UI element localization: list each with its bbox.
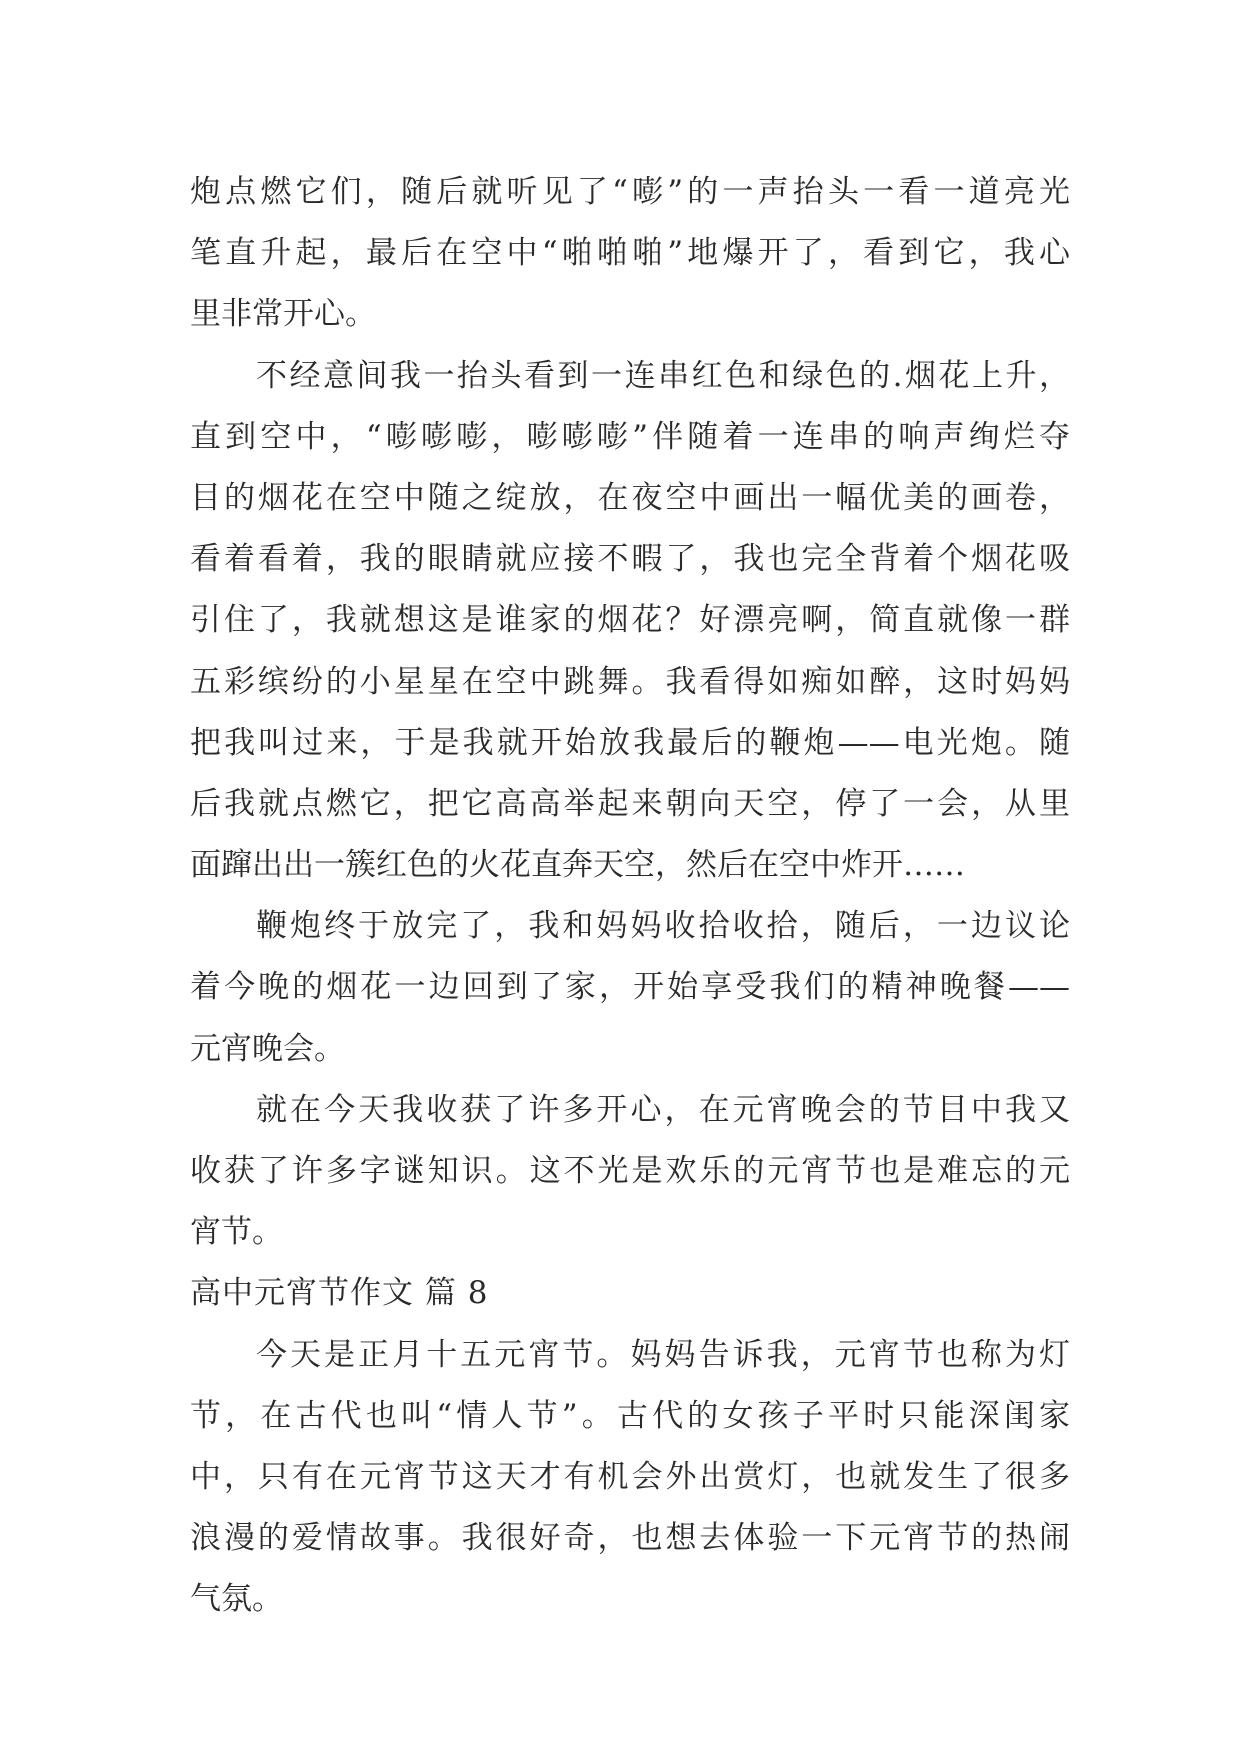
text-line: 气氛。 xyxy=(190,1581,283,1618)
text-line: 笔直升起，最后在空中“啪啪啪”地爆开了，看到它，我心 xyxy=(190,235,1070,272)
text-line: 今天是正月十五元宵节。妈妈告诉我，元宵节也称为灯 xyxy=(256,1336,1070,1373)
text-line: 着今晚的烟花一边回到了家，开始享受我们的精神晚餐—— xyxy=(190,969,1070,1006)
text-line: 收获了许多字谜知识。这不光是欢乐的元宵节也是难忘的元 xyxy=(190,1153,1070,1189)
text-line: 引住了，我就想这是谁家的烟花？好漂亮啊，简直就像一群 xyxy=(190,602,1070,639)
essay-text-block xyxy=(190,162,1070,1631)
text-line: 五彩缤纷的小星星在空中跳舞。我看得如痴如醉，这时妈妈 xyxy=(190,663,1070,700)
text-line: 炮点燃它们，随后就听见了“嘭”的一声抬头一看一道亮光 xyxy=(190,174,1070,210)
text-line: 鞭炮终于放完了，我和妈妈收拾收拾，随后，一边议论 xyxy=(256,908,1070,945)
text-line: 就在今天我收获了许多开心，在元宵晚会的节目中我又 xyxy=(256,1091,1070,1128)
text-line: 里非常开心。 xyxy=(190,296,376,333)
section-heading: 高中元宵节作文 篇 8 xyxy=(190,1275,489,1312)
text-line: 面蹿出出一簇红色的火花直奔天空，然后在空中炸开…… xyxy=(190,847,965,884)
text-line: 直到空中，“嘭嘭嘭，嘭嘭嘭”伴随着一连串的响声绚烂夺 xyxy=(190,418,1070,455)
text-line: 中，只有在元宵节这天才有机会外出赏灯，也就发生了很多 xyxy=(190,1458,1070,1495)
text-line: 节，在古代也叫“情人节”。古代的女孩子平时只能深闺家 xyxy=(190,1397,1070,1434)
text-line: 元宵晚会。 xyxy=(190,1030,345,1067)
text-line: 不经意间我一抬头看到一连串红色和绿色的.烟花上升， xyxy=(256,357,1070,394)
text-line: 宵节。 xyxy=(190,1214,283,1251)
text-line: 浪漫的爱情故事。我很好奇，也想去体验一下元宵节的热闹 xyxy=(190,1520,1070,1557)
text-line: 目的烟花在空中随之绽放，在夜空中画出一幅优美的画卷， xyxy=(190,479,1070,516)
text-line: 看着看着，我的眼睛就应接不暇了，我也完全背着个烟花吸 xyxy=(190,541,1070,578)
text-line: 把我叫过来，于是我就开始放我最后的鞭炮——电光炮。随 xyxy=(190,724,1070,761)
text-line: 后我就点燃它，把它高高举起来朝向天空，停了一会，从里 xyxy=(190,785,1070,822)
